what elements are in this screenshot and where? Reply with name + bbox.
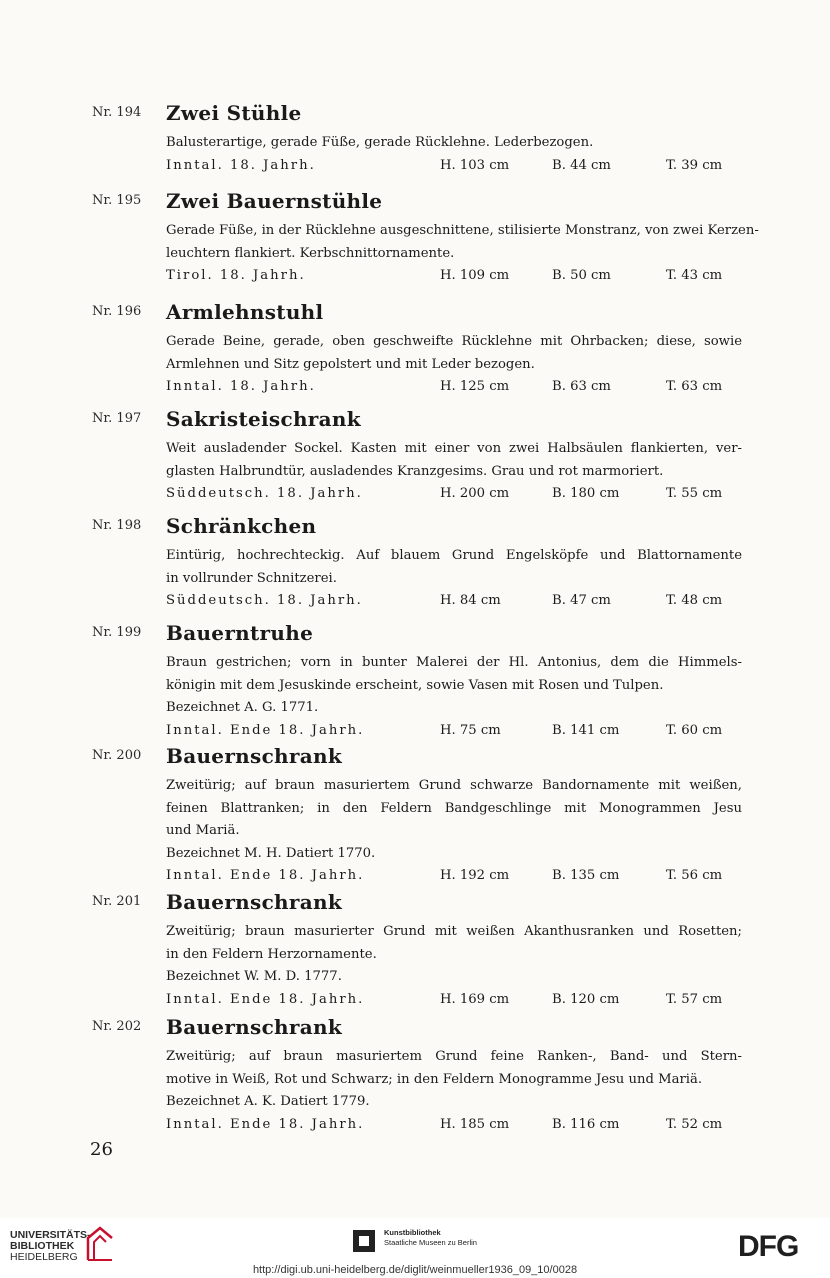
description-line: Eintürig, hochrechteckig. Auf blauem Grund Engelsköpfe und Blattornamente (166, 548, 742, 563)
dimension-height: H. 125 cm (440, 379, 510, 394)
description-line: Armlehnen und Sitz gepolstert und mit Leder bezogen. (166, 356, 535, 372)
description-line: in den Feldern Herzornamente. (166, 946, 377, 962)
entry-title: Bauerntruhe (166, 621, 314, 645)
ub-heidelberg-logo-icon[interactable] (84, 1224, 116, 1264)
marking-line: Bezeichnet A. K. Datiert 1779. (166, 1094, 370, 1109)
description-line: glasten Halbrundtür, ausladendes Kranzgesims. Grau und rot marmoriert. (166, 463, 664, 479)
dimension-width: B. 180 cm (552, 486, 620, 501)
entry-number: Nr. 199 (92, 625, 142, 640)
entry-title: Bauernschrank (166, 744, 342, 768)
entry-description (166, 1046, 742, 1136)
entry-number: Nr. 197 (92, 411, 142, 426)
entry-description (166, 652, 742, 742)
entry-origin: Inntal. Ende 18. Jahrh. (166, 868, 365, 883)
marking-line: Bezeichnet W. M. D. 1777. (166, 969, 342, 984)
entry-description (166, 775, 742, 888)
dimension-depth: T. 48 cm (666, 593, 723, 608)
description-line: Gerade Beine, gerade, oben geschweifte Rücklehne mit Ohrbacken; diese, sowie (166, 334, 742, 349)
description-line: Braun gestrichen; vorn in bunter Malerei der Hl. Antonius, dem die Himmels- (166, 655, 742, 670)
ub-heidelberg-label: UNIVERSITÄTS- BIBLIOTHEK HEIDELBERG (10, 1229, 91, 1263)
entry-number: Nr. 201 (92, 894, 142, 909)
entry-origin: Inntal. 18. Jahrh. (166, 379, 316, 394)
entry-origin: Inntal. Ende 18. Jahrh. (166, 991, 365, 1007)
dimension-width: B. 116 cm (552, 1116, 620, 1132)
entry-title: Armlehnstuhl (166, 300, 324, 324)
description-line: Balusterartige, gerade Füße, gerade Rücklehne. Lederbezogen. (166, 135, 594, 150)
description-line: leuchtern flankiert. Kerbschnittornamente. (166, 245, 455, 261)
dimension-width: B. 44 cm (552, 157, 611, 173)
entry-title: Schränkchen (166, 514, 317, 538)
description-line: feinen Blattranken; in den Feldern Bandgeschlinge mit Monogrammen Jesu (166, 800, 742, 816)
dimension-depth: T. 63 cm (666, 379, 723, 394)
dimension-width: B. 50 cm (552, 268, 611, 283)
entry-number: Nr. 198 (92, 518, 142, 533)
dimension-depth: T. 60 cm (666, 722, 723, 738)
dimension-width: B. 135 cm (552, 868, 620, 883)
entry-meta-line (166, 265, 742, 288)
page-number: 26 (90, 1139, 113, 1160)
entry-number: Nr. 196 (92, 304, 142, 319)
description-line: Zweitürig; braun masurierter Grund mit weißen Akanthusranken und Rosetten; (166, 924, 742, 939)
entry-description (166, 331, 742, 399)
entry-description (166, 545, 742, 613)
dimension-height: H. 109 cm (440, 268, 510, 283)
entry-origin: Inntal. Ende 18. Jahrh. (166, 722, 365, 738)
entry-number: Nr. 200 (92, 748, 142, 763)
entry-title: Zwei Bauernstühle (166, 189, 383, 213)
dimension-height: H. 169 cm (440, 991, 510, 1007)
entry-number: Nr. 194 (92, 105, 142, 120)
entry-description (166, 132, 742, 177)
entry-meta-line (166, 865, 742, 888)
entry-number: Nr. 195 (92, 193, 142, 208)
dimension-depth: T. 39 cm (666, 157, 723, 173)
entry-title: Bauernschrank (166, 1015, 342, 1039)
kunstbibliothek-logo-icon[interactable] (351, 1228, 377, 1254)
entry-description (166, 220, 759, 288)
description-line: Weit ausladender Sockel. Kasten mit einer von zwei Halbsäulen flankierten, ver- (166, 441, 742, 456)
entry-title: Sakristeischrank (166, 407, 361, 431)
entry-origin: Inntal. 18. Jahrh. (166, 157, 316, 173)
dimension-width: B. 63 cm (552, 379, 611, 394)
dimension-depth: T. 52 cm (666, 1116, 723, 1132)
dimension-depth: T. 55 cm (666, 486, 723, 501)
entry-title: Zwei Stühle (166, 101, 302, 125)
description-line: in vollrunder Schnitzerei. (166, 570, 337, 586)
entry-meta-line (166, 483, 742, 506)
entry-description (166, 921, 742, 1011)
dimension-height: H. 75 cm (440, 722, 501, 738)
dimension-depth: T. 56 cm (666, 868, 723, 883)
dimension-width: B. 120 cm (552, 991, 620, 1007)
description-line: königin mit dem Jesuskinde erscheint, sowie Vasen mit Rosen und Tulpen. (166, 677, 664, 693)
entry-origin: Süddeutsch. 18. Jahrh. (166, 486, 363, 501)
entry-description (166, 438, 742, 506)
dimension-depth: T. 57 cm (666, 991, 723, 1007)
entry-meta-line (166, 590, 742, 613)
description-line: Zweitürig; auf braun masuriertem Grund schwarze Bandornamente mit weißen, (166, 778, 742, 793)
entry-meta-line (166, 720, 742, 743)
dimension-height: H. 84 cm (440, 593, 501, 608)
dimension-height: H. 192 cm (440, 868, 510, 883)
marking-line: Bezeichnet M. H. Datiert 1770. (166, 845, 376, 861)
entry-number: Nr. 202 (92, 1019, 142, 1034)
entry-meta-line (166, 376, 742, 399)
dimension-depth: T. 43 cm (666, 268, 723, 283)
dfg-logo[interactable]: DFG (738, 1230, 799, 1263)
permalink-url[interactable]: http://digi.ub.uni-heidelberg.de/diglit/weinmueller1936_09_10/0028 (252, 1264, 578, 1276)
viewer-footer (0, 1218, 830, 1278)
entry-meta-line (166, 1114, 742, 1137)
description-line: Gerade Füße, in der Rücklehne ausgeschnittene, stilisierte Monstranz, von zwei Kerzen- (166, 223, 759, 238)
entry-origin: Süddeutsch. 18. Jahrh. (166, 593, 363, 608)
dimension-width: B. 141 cm (552, 722, 620, 738)
entry-meta-line (166, 989, 742, 1012)
entry-origin: Tirol. 18. Jahrh. (166, 268, 306, 283)
description-line: Zweitürig; auf braun masuriertem Grund feine Ranken-, Band- und Stern- (166, 1049, 742, 1064)
entry-meta-line (166, 155, 742, 178)
dimension-height: H. 185 cm (440, 1116, 510, 1132)
description-line: motive in Weiß, Rot und Schwarz; in den Feldern Monogramme Jesu und Mariä. (166, 1071, 703, 1087)
dimension-height: H. 103 cm (440, 157, 510, 173)
dimension-height: H. 200 cm (440, 486, 510, 501)
dimension-width: B. 47 cm (552, 593, 611, 608)
kunstbibliothek-label: Kunstbibliothek Staatliche Museen zu Berlin (384, 1228, 477, 1247)
description-line: und Mariä. (166, 823, 240, 838)
marking-line: Bezeichnet A. G. 1771. (166, 700, 319, 715)
entry-origin: Inntal. Ende 18. Jahrh. (166, 1116, 365, 1132)
entry-title: Bauernschrank (166, 890, 342, 914)
